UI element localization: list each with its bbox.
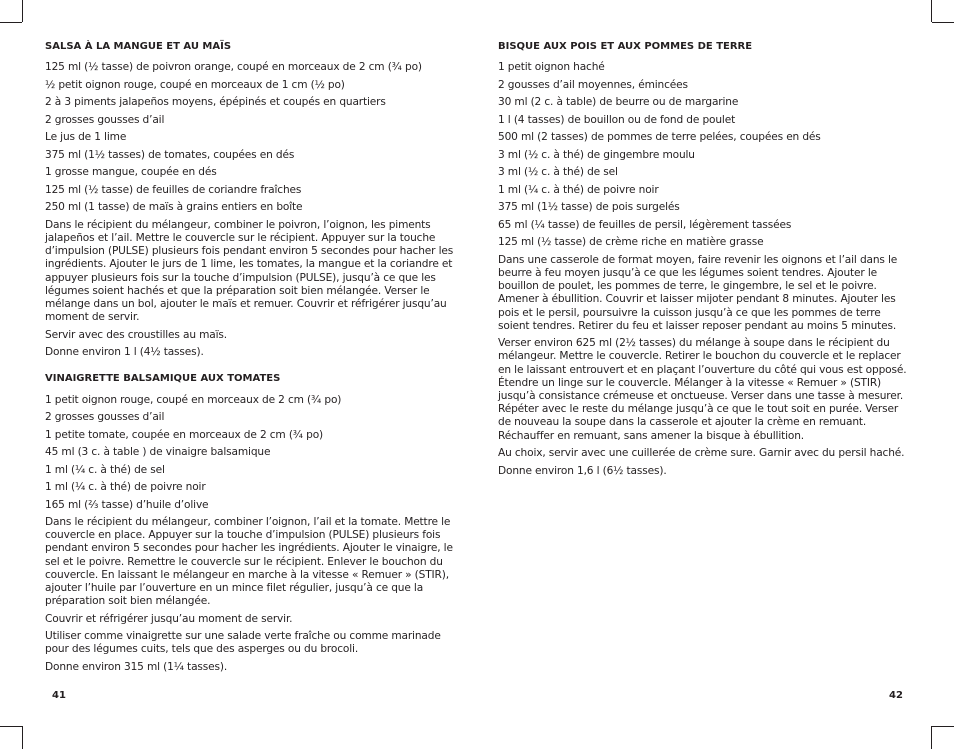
recipe-title-salsa: SALSA À LA MANGUE ET AU MAÏS	[45, 41, 232, 52]
crop-mark-top-left	[22, 0, 23, 22]
ingredient: 1 petit oignon rouge, coupé en morceaux de 2 cm (¾ po)	[45, 393, 342, 406]
ingredient: 2 à 3 piments jalapeños moyens, épépinés et coupés en quartiers	[45, 96, 386, 109]
crop-mark-top-right	[931, 0, 932, 22]
yield-note: Donne environ 1 l (4½ tasses).	[45, 346, 204, 359]
ingredient: 65 ml (¼ tasse) de feuilles de persil, légèrement tassées	[498, 218, 792, 231]
crop-mark-bottom-right-h	[932, 726, 954, 727]
instruction-paragraph: Couvrir et réfrigérer jusqu’au moment de servir.	[45, 612, 293, 625]
serving-note: Servir avec des croustilles au maïs.	[45, 328, 227, 341]
ingredient: 125 ml (½ tasse) de crème riche en matière grasse	[498, 236, 764, 249]
recipe-title-bisque: BISQUE AUX POIS ET AUX POMMES DE TERRE	[498, 41, 753, 52]
ingredient: 45 ml (3 c. à table ) de vinaigre balsamique	[45, 446, 271, 459]
page-number-right: 42	[889, 690, 903, 701]
instruction-paragraph: Dans le récipient du mélangeur, combiner l’oignon, l’ail et la tomate. Mettre le couvercle en place. Appuyer sur la touche d’impulsion (PULSE) plusieurs fois pendant environ 5 secondes pour hacher les ingrédients. Ajouter le vinaigre, le sel et le poivre. Remettre le couvercle sur le récipient. Enlever le bouchon du couvercle. En laissant le mélangeur en marche à la vitesse « Remuer » (STIR), ajouter l’huile par l’ouverture en un mince filet régulier, jusqu’à ce que la préparation soit bien mélangée.	[45, 516, 453, 608]
instruction-paragraph: Dans une casserole de format moyen, faire revenir les oignons et l’ail dans le beurre à feu moyen jusqu’à ce que les légumes soient tendres. Ajouter le bouillon de poulet, les pommes de terre, le gingembre, le sel et le poivre. Amener à ébullition. Couvrir et laisser mijoter pendant 8 minutes. Ajouter les pois et le persil, poursuivre la cuisson jusqu’à ce que les pommes de terre soient tendres. Retirer du feu et laisser reposer pendant au moins 5 minutes.	[498, 253, 898, 332]
ingredient: 1 grosse mangue, coupée en dés	[45, 166, 217, 179]
instruction-paragraph: Verser environ 625 ml (2½ tasses) du mélange à soupe dans le récipient du mélangeur. Mettre le couvercle. Retirer le bouchon du couvercle et le replacer en le laissant entrouvert et en plaçant l’ouverture du côté qui vous est opposé. Étendre un linge sur le couvercle. Mélanger à la vitesse « Remuer » (STIR) jusqu’à consistance crémeuse et onctueuse. Verser dans une tasse à mesurer. Répéter avec le reste du mélange jusqu’à ce que le tout soit en purée. Verser de nouveau la soupe dans la casserole et ajouter la crème en remuant. Réchauffer en remuant, sans amener la bisque à ébullition.	[498, 337, 907, 442]
instruction-paragraph: Dans le récipient du mélangeur, combiner le poivron, l’oignon, les piments jalapeños et l’ail. Mettre le couvercle sur le récipient. Appuyer sur la touche d’impulsion (PULSE) plusieurs fois pendant environ 5 secondes pour hacher les ingrédients. Ajouter le jurs de 1 lime, les tomates, la mangue et la coriandre et appuyer plusieurs fois sur la touche d’impulsion (PULSE), jusqu’à ce que les légumes soient hachés et que la préparation soit bien mélangée. Verser le mélange dans un bol, ajouter le maïs et remuer. Couvrir et réfrigérer jusqu’au moment de servir.	[45, 218, 454, 324]
ingredient: 1 petite tomate, coupée en morceaux de 2 cm (¾ po)	[45, 428, 324, 441]
crop-mark-bottom-left-h	[0, 726, 22, 727]
ingredient: 1 l (4 tasses) de bouillon ou de fond de poulet	[498, 113, 736, 126]
ingredient: 3 ml (½ c. à thé) de gingembre moulu	[498, 148, 695, 161]
left-page-column	[45, 40, 460, 678]
ingredient: 2 grosses gousses d’ail	[45, 113, 165, 126]
ingredient: 165 ml (⅔ tasse) d’huile d’olive	[45, 498, 209, 511]
ingredient: 3 ml (½ c. à thé) de sel	[498, 166, 618, 179]
yield-note: Donne environ 315 ml (1¼ tasses).	[45, 660, 228, 673]
ingredient: 375 ml (1½ tasse) de pois surgelés	[498, 201, 680, 214]
page-number-left: 41	[52, 690, 66, 701]
crop-mark-top-left-h	[0, 22, 22, 23]
crop-mark-bottom-left	[22, 726, 23, 749]
yield-note: Donne environ 1,6 l (6½ tasses).	[498, 464, 667, 477]
ingredient: 2 gousses d’ail moyennes, émincées	[498, 78, 688, 91]
ingredient: 2 grosses gousses d’ail	[45, 411, 165, 424]
crop-mark-top-right-h	[932, 22, 954, 23]
serving-note: Utiliser comme vinaigrette sur une salade verte fraîche ou comme marinade pour des légumes cuits, tels que des asperges ou du brocoli.	[45, 630, 441, 656]
serving-note: Au choix, servir avec une cuillerée de crème sure. Garnir avec du persil haché.	[498, 447, 905, 460]
ingredient: 375 ml (1½ tasses) de tomates, coupées en dés	[45, 148, 295, 161]
crop-mark-bottom-right	[931, 726, 932, 749]
ingredient: 125 ml (½ tasse) de poivron orange, coupé en morceaux de 2 cm (¾ po)	[45, 61, 422, 74]
ingredient: 250 ml (1 tasse) de maïs à grains entiers en boîte	[45, 201, 303, 214]
ingredient: ½ petit oignon rouge, coupé en morceaux de 1 cm (½ po)	[45, 78, 345, 91]
ingredient: 125 ml (½ tasse) de feuilles de coriandre fraîches	[45, 183, 302, 196]
right-page-column	[498, 40, 912, 482]
ingredient: 30 ml (2 c. à table) de beurre ou de margarine	[498, 96, 739, 109]
ingredient: 1 ml (¼ c. à thé) de poivre noir	[498, 183, 659, 196]
ingredient: 1 ml (¼ c. à thé) de sel	[45, 463, 165, 476]
ingredient: 1 ml (¼ c. à thé) de poivre noir	[45, 481, 206, 494]
recipe-title-vinaigrette: VINAIGRETTE BALSAMIQUE AUX TOMATES	[45, 373, 281, 385]
ingredient: Le jus de 1 lime	[45, 131, 127, 144]
ingredient: 500 ml (2 tasses) de pommes de terre pelées, coupées en dés	[498, 131, 821, 144]
ingredient: 1 petit oignon haché	[498, 61, 605, 74]
